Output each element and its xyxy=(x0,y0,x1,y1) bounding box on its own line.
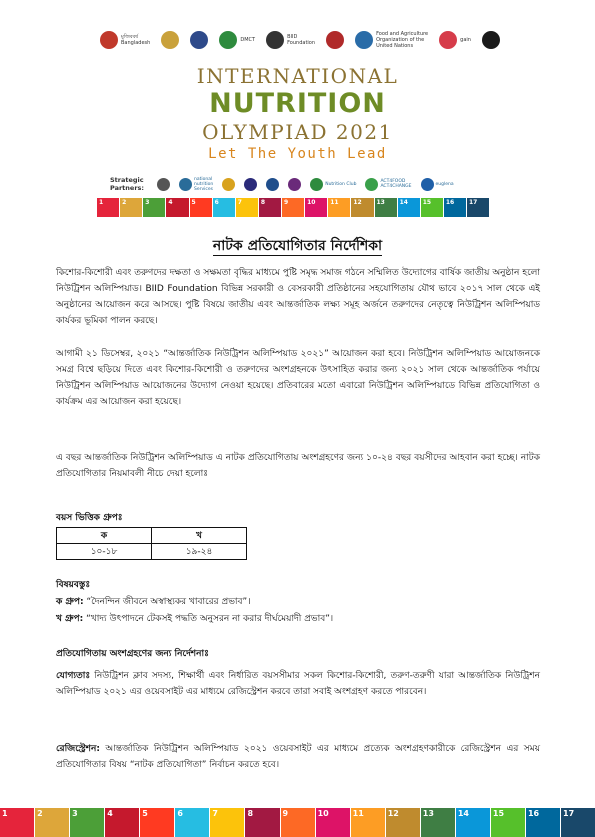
age-group-header-kha: খ xyxy=(152,528,247,544)
gain-logo-icon xyxy=(439,31,457,49)
sdg-bottom-goal-number: 2 xyxy=(37,809,43,818)
sdg-bottom-goal-7 xyxy=(210,808,244,837)
partner-logo-2-text: national nutrition Services xyxy=(194,176,214,192)
dghs-logo-icon xyxy=(190,31,208,49)
biid-logo-icon xyxy=(266,31,284,49)
partner-logo-2-icon xyxy=(179,178,192,191)
sdg-strip-bottom xyxy=(0,808,595,837)
biid-logo-text: BIID Foundation xyxy=(287,34,316,46)
sdg-top-goal-number: 5 xyxy=(191,199,196,206)
header-logo-row xyxy=(100,24,500,56)
sdg-top-goal-number: 17 xyxy=(469,199,478,206)
dmct-logo xyxy=(219,31,255,49)
partner-logo-1-icon xyxy=(157,178,170,191)
sdg-bottom-goal-number: 4 xyxy=(107,809,113,818)
partner-logo-7-icon xyxy=(310,178,323,191)
sdg-bottom-goal-3 xyxy=(70,808,104,837)
sdg-top-goal-7 xyxy=(236,198,258,217)
sdg-top-goal-16 xyxy=(444,198,466,217)
call-paragraph: এ বছর আন্তর্জাতিক নিউট্রিশন অলিম্পিয়াড এ নাটক প্রতিযোগিতায় অংশগ্রহণের জন্য ১০-২৪ বছর বয়সীদের আহবান করা হচ্ছে। নাটক প্রতিযোগিতার নিয়মাবলী নীচে দেয়া হলোঃ xyxy=(56,453,540,479)
partner-logo-9-icon xyxy=(421,178,434,191)
partner-logo-9 xyxy=(421,178,454,191)
age-group-title: বয়স ভিত্তিক গ্রুপঃ xyxy=(56,513,123,523)
sdg-top-goal-13 xyxy=(375,198,397,217)
sdg-bottom-goal-number: 5 xyxy=(142,809,148,818)
sdg-top-goal-10 xyxy=(305,198,327,217)
gain-logo xyxy=(439,31,471,49)
sdg-top-goal-5 xyxy=(190,198,212,217)
topic-item-ka xyxy=(56,594,250,609)
sdg-top-goal-2 xyxy=(120,198,142,217)
partner-logo-2 xyxy=(179,177,213,192)
topic-label-ka: ক গ্রুপ: xyxy=(56,597,84,607)
sdg-top-goal-number: 9 xyxy=(284,199,289,206)
age-group-table xyxy=(56,527,247,560)
sdg-bottom-goal-16 xyxy=(526,808,560,837)
sdg-bottom-goal-number: 10 xyxy=(317,809,329,818)
topic-item-kha xyxy=(56,611,333,626)
gain-logo-text: gain xyxy=(460,37,471,43)
sdg-bottom-goal-number: 14 xyxy=(457,809,469,818)
sdg-top-goal-number: 2 xyxy=(122,199,127,206)
partner-logo-3-icon xyxy=(222,178,235,191)
instruction-eligibility-text: নিউট্রিশন ক্লাব সদস্য, শিক্ষার্থী এবং নির্ধারিত বয়সসীমার সকল কিশোর-কিশোরী, তরুণ-তরুণী যারা আন্তর্জাতিক নিউট্রিশন অলিম্পিয়াড ২০২১ এর ওয়েবসাইট এর মাধ্যমে রেজিস্ট্রেশন করবে তারা সবাই অংশগ্রহণ করতে পারবেন। xyxy=(56,671,540,697)
sdg-bottom-goal-number: 1 xyxy=(2,809,8,818)
age-group-header-row xyxy=(57,528,247,544)
govt-bd-logo xyxy=(326,31,344,49)
intro-paragraph: কিশোর-কিশোরী এবং তরুণদের দক্ষতা ও সক্ষমতা বৃদ্ধির মাধ্যমে পুষ্টি সমৃদ্ধ সমাজ গঠনে সম্মিলিত উদ্যোগের বার্ষিক জাতীয় অনুষ্ঠান হলো নিউট্রিশন অলিম্পিয়াড। BIID Foundation বিভিন্ন সরকারী ও বেসরকারী প্রতিষ্ঠানের সহযোগিতায় যৌথ ভাবে ২০১৭ সাল থেকে এই অনুষ্ঠানের আয়োজন করে আসছে। পুষ্টি বিষয়ে জাতীয় এবং আন্তর্জাতিক লক্ষ্য সমূহ অর্জনে তরুণদের নেতৃত্বে নিউট্রিশন অলিম্পিয়াড কার্যকর ভূমিকা পালন করছে। xyxy=(56,268,540,326)
partner-logo-7-text: Nutrition Club xyxy=(325,181,357,187)
partner-logo-4-icon xyxy=(244,178,257,191)
sdg-bottom-goal-number: 16 xyxy=(527,809,540,818)
sdg-top-goal-9 xyxy=(282,198,304,217)
event-tagline: Let The Youth Lead xyxy=(208,146,387,162)
sdg-bottom-goal-11 xyxy=(351,808,385,837)
dmct-logo-icon xyxy=(219,31,237,49)
instruction-registration-label: রেজিস্ট্রেশন: xyxy=(56,744,100,754)
sdg-top-goal-17 xyxy=(467,198,489,217)
topic-label-kha: খ গ্রুপ: xyxy=(56,614,84,624)
event-title-line1: INTERNATIONAL xyxy=(196,64,399,88)
sdg-bottom-goal-number: 13 xyxy=(422,809,434,818)
partner-logo-6 xyxy=(288,178,301,191)
age-group-value-row xyxy=(57,544,247,560)
section-title-text: নাটক প্রতিযোগিতার নির্দেশিকা xyxy=(212,238,383,254)
mujib-portrait-logo-icon xyxy=(482,31,500,49)
partner-logo-8 xyxy=(365,178,411,191)
sdg-top-goal-number: 15 xyxy=(422,199,432,206)
sdg-top-goal-number: 16 xyxy=(445,199,455,206)
sdg-bottom-goal-number: 6 xyxy=(177,809,183,818)
sdg-top-goal-6 xyxy=(213,198,235,217)
age-group-header-ka: ক xyxy=(57,528,152,544)
sdg-top-goal-number: 3 xyxy=(145,199,150,206)
sdg-bottom-goal-number: 3 xyxy=(72,809,78,818)
sdg-top-goal-4 xyxy=(166,198,188,217)
sdg-top-goal-8 xyxy=(259,198,281,217)
mujib100-logo-text: মুজিববর্ষ Bangladesh xyxy=(121,34,151,46)
strategic-partners-label: Strategic Partners: xyxy=(110,176,144,192)
sdg-bottom-goal-8 xyxy=(245,808,279,837)
sdg-top-goal-number: 14 xyxy=(399,199,408,206)
partner-logo-3 xyxy=(222,178,235,191)
sdg-bottom-goal-5 xyxy=(140,808,174,837)
partner-logo-8-text: ACT4FOOD ACT4CHANGE xyxy=(380,179,412,189)
event-title-line3: OLYMPIAD 2021 xyxy=(202,120,393,144)
mujib100-logo-icon xyxy=(100,31,118,49)
fao-logo xyxy=(355,31,428,49)
sdg-bottom-goal-9 xyxy=(281,808,315,837)
sdg-top-goal-number: 13 xyxy=(376,199,385,206)
age-group-value-kha: ১৯-২৪ xyxy=(152,544,247,560)
sdg-bottom-goal-4 xyxy=(105,808,139,837)
fao-logo-icon xyxy=(355,31,373,49)
sdg-bottom-goal-12 xyxy=(386,808,420,837)
sdg-top-goal-number: 11 xyxy=(330,199,339,206)
sdg-top-goal-number: 12 xyxy=(353,199,362,206)
partner-logo-5 xyxy=(266,178,279,191)
instruction-eligibility xyxy=(56,668,540,700)
sdg-top-goal-number: 1 xyxy=(99,199,104,206)
sdg-bottom-goal-1 xyxy=(0,808,34,837)
instruction-registration-text: আন্তর্জাতিক নিউট্রিশন অলিম্পিয়াড ২০২১ ওয়েবসাইট এর মাধ্যমে প্রত্যেক অংশগ্রহণকারীকে রেজিস্ট্রেশন এর সময় প্রতিযোগিতার বিষয় “নাটক প্রতিযোগিতা” নির্বাচন করতে হবে। xyxy=(56,744,540,770)
sdg-top-goal-12 xyxy=(351,198,373,217)
fao-logo-text: Food and Agriculture Organization of the United Nations xyxy=(376,31,429,49)
sdg-bottom-goal-17 xyxy=(561,808,595,837)
biid-logo xyxy=(266,31,315,49)
sdg-bottom-goal-15 xyxy=(491,808,525,837)
partner-logo-5-icon xyxy=(266,178,279,191)
sdg-strip-top xyxy=(97,198,489,217)
sdg-top-goal-number: 4 xyxy=(168,199,173,206)
sdg-bottom-goal-6 xyxy=(175,808,209,837)
sdg-top-goal-3 xyxy=(143,198,165,217)
sdg-bottom-goal-number: 7 xyxy=(212,809,218,818)
mujib-portrait-logo xyxy=(482,31,500,49)
sdg-top-goal-number: 6 xyxy=(214,199,219,206)
sdg-bottom-goal-10 xyxy=(316,808,350,837)
sdg-top-goal-number: 8 xyxy=(260,199,266,206)
sdg-top-goal-15 xyxy=(421,198,443,217)
sdg-top-goal-1 xyxy=(97,198,119,217)
topic-text-kha: “খাদ্য উৎপাদনে টেকসই পদ্ধতি অনুসরন না করার দীর্ঘমেয়াদী প্রভাব”। xyxy=(86,614,334,624)
sdg-bottom-goal-number: 8 xyxy=(247,809,254,818)
strategic-partners-row xyxy=(110,172,510,196)
partner-logo-9-text: euglena xyxy=(435,181,454,187)
event-title-block xyxy=(0,64,595,164)
dmct-logo-text: DMCT xyxy=(240,37,256,43)
nutrition-council-logo xyxy=(161,31,179,49)
event-title-line2: NUTRITION xyxy=(209,88,386,119)
sdg-bottom-goal-number: 15 xyxy=(492,809,505,818)
instructions-title: প্রতিযোগিতায় অংশগ্রহণের জন্য নির্দেশনাঃ xyxy=(56,649,209,659)
partner-logo-1 xyxy=(157,178,170,191)
govt-bd-logo-icon xyxy=(326,31,344,49)
mujib100-logo xyxy=(100,31,150,49)
partner-logo-6-icon xyxy=(288,178,301,191)
sdg-top-goal-number: 10 xyxy=(307,199,316,206)
partner-logo-7 xyxy=(310,178,356,191)
topic-text-ka: “দৈনন্দিন জীবনে অস্বাস্থ্যকর খাবারের প্রভাব”। xyxy=(86,597,251,607)
sdg-bottom-goal-number: 11 xyxy=(352,809,364,818)
age-group-value-ka: ১০-১৮ xyxy=(57,544,152,560)
sdg-top-goal-14 xyxy=(398,198,420,217)
instruction-registration xyxy=(56,741,540,773)
sdg-top-goal-11 xyxy=(328,198,350,217)
sdg-bottom-goal-14 xyxy=(456,808,490,837)
sdg-bottom-goal-number: 9 xyxy=(282,809,289,818)
partner-logo-8-icon xyxy=(365,178,378,191)
partner-logo-4 xyxy=(244,178,257,191)
event-paragraph: আগামী ২১ ডিসেম্বর, ২০২১ “আন্তর্জাতিক নিউট্রিশন অলিম্পিয়াড ২০২১” আয়োজন করা হবে। নিউট্রিশন অলিম্পিয়াড আয়োজনকে সমগ্র বিশ্বে ছড়িয়ে দিতে এবং কিশোর-কিশোরী ও তরুণদের অংশগ্রহনকে উৎসাহিত করার জন্য ২০২১ সাল থেকে আন্তর্জাতিক পর্যায়ে নিউট্রিশন অলিম্পিয়াড আয়োজনের উদ্যোগ নেওয়া হয়েছে। প্রতিবারের মতো এবারো নিউট্রিশন অলিম্পিয়াডে বিভিন্ন প্রতিযোগিতা ও কার্যক্রম এর আয়োজন করা হয়েছে। xyxy=(56,349,540,407)
sdg-bottom-goal-number: 17 xyxy=(563,809,575,818)
dghs-logo xyxy=(190,31,208,49)
sdg-bottom-goal-number: 12 xyxy=(387,809,399,818)
sdg-top-goal-number: 7 xyxy=(237,199,242,206)
topics-title: বিষয়বস্তুঃ xyxy=(56,580,91,590)
nutrition-council-logo-icon xyxy=(161,31,179,49)
sdg-bottom-goal-2 xyxy=(35,808,69,837)
sdg-bottom-goal-13 xyxy=(421,808,455,837)
instruction-eligibility-label: যোগ্যতাঃ xyxy=(56,671,91,681)
section-title xyxy=(0,234,595,258)
